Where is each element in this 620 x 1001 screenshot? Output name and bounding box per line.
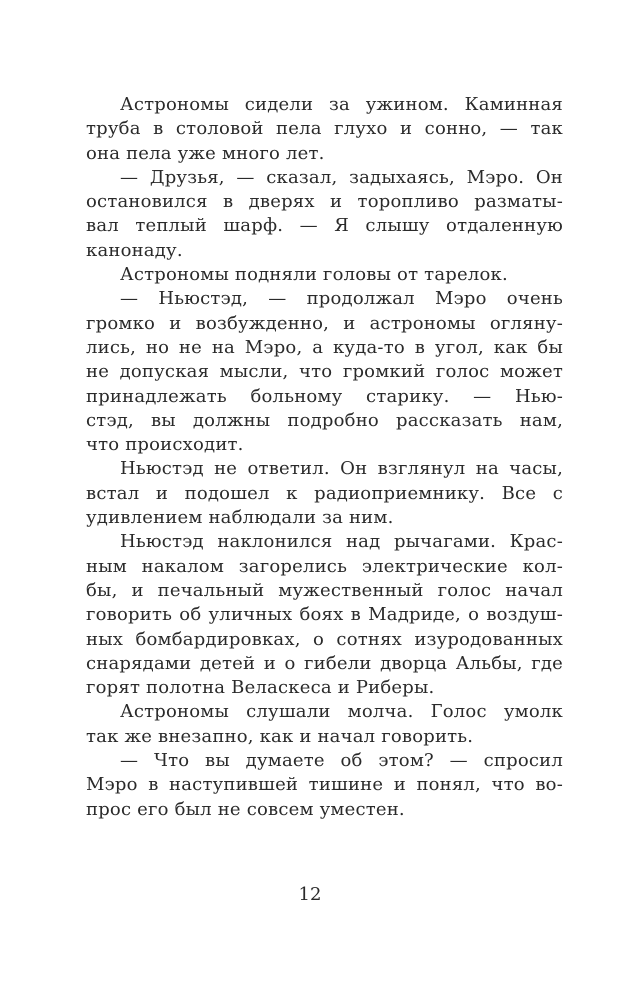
text-line: Мэро в наступившей тишине и понял, что во- — [86, 774, 563, 796]
text-line: Астрономы слушали молча. Голос умолк — [120, 701, 563, 723]
paragraph — [86, 93, 563, 166]
text-line: громко и возбужденно, и астрономы огляну- — [86, 312, 563, 334]
paragraph — [86, 749, 563, 822]
text-line: что происходит. — [86, 434, 244, 456]
text-line: канонаду. — [86, 239, 183, 261]
text-line: ных бомбардировках, о сотнях изуродованных — [86, 628, 563, 650]
paragraph — [86, 457, 563, 530]
paragraph — [86, 287, 563, 457]
text-line: горят полотна Веласкеса и Риберы. — [86, 677, 435, 699]
text-line: — Ньюстэд, — продолжал Мэро очень — [120, 288, 563, 310]
text-line: вал теплый шарф. — Я слышу отдаленную — [86, 215, 563, 237]
text-line: бы, и печальный мужественный голос начал — [86, 579, 563, 601]
text-line: говорить об уличных боях в Мадриде, о воздуш- — [86, 604, 563, 626]
text-line: Астрономы сидели за ужином. Каминная — [120, 94, 563, 115]
text-line: — Друзья, — сказал, задыхаясь, Мэро. Он — [120, 166, 563, 188]
paragraph — [86, 700, 563, 749]
text-line: не допуская мысли, что громкий голос может — [86, 361, 563, 383]
text-line: Ньюстэд наклонился над рычагами. Крас- — [120, 531, 563, 553]
text-line: труба в столовой пела глухо и сонно, — так — [86, 118, 563, 140]
text-line: она пела уже много лет. — [86, 142, 325, 164]
text-line: принадлежать больному старику. — Нью- — [86, 385, 563, 407]
text-line: прос его был не совсем уместен. — [86, 798, 405, 820]
text-line: остановился в дверях и торопливо разматы- — [86, 191, 563, 213]
paragraph — [86, 166, 563, 263]
text-line: так же внезапно, как и начал говорить. — [86, 725, 474, 747]
paragraph — [86, 530, 563, 700]
paragraph — [86, 263, 563, 287]
text-line: Астрономы подняли головы от тарелок. — [120, 264, 508, 286]
text-line: ным накалом загорелись электрические кол- — [86, 555, 563, 577]
book-page-text — [86, 93, 563, 822]
text-line: — Что вы думаете об этом? — спросил — [120, 750, 563, 772]
text-line: снарядами детей и о гибели дворца Альбы, где — [86, 652, 563, 674]
text-line: встал и подошел к радиоприемнику. Все с — [86, 482, 563, 504]
page-number: 12 — [298, 884, 322, 905]
text-line: удивлением наблюдали за ним. — [86, 507, 394, 529]
text-line: стэд, вы должны подробно рассказать нам, — [86, 409, 563, 431]
text-line: Ньюстэд не ответил. Он взглянул на часы, — [120, 458, 563, 480]
text-line: лись, но не на Мэро, а куда-то в угол, как бы — [86, 336, 563, 358]
